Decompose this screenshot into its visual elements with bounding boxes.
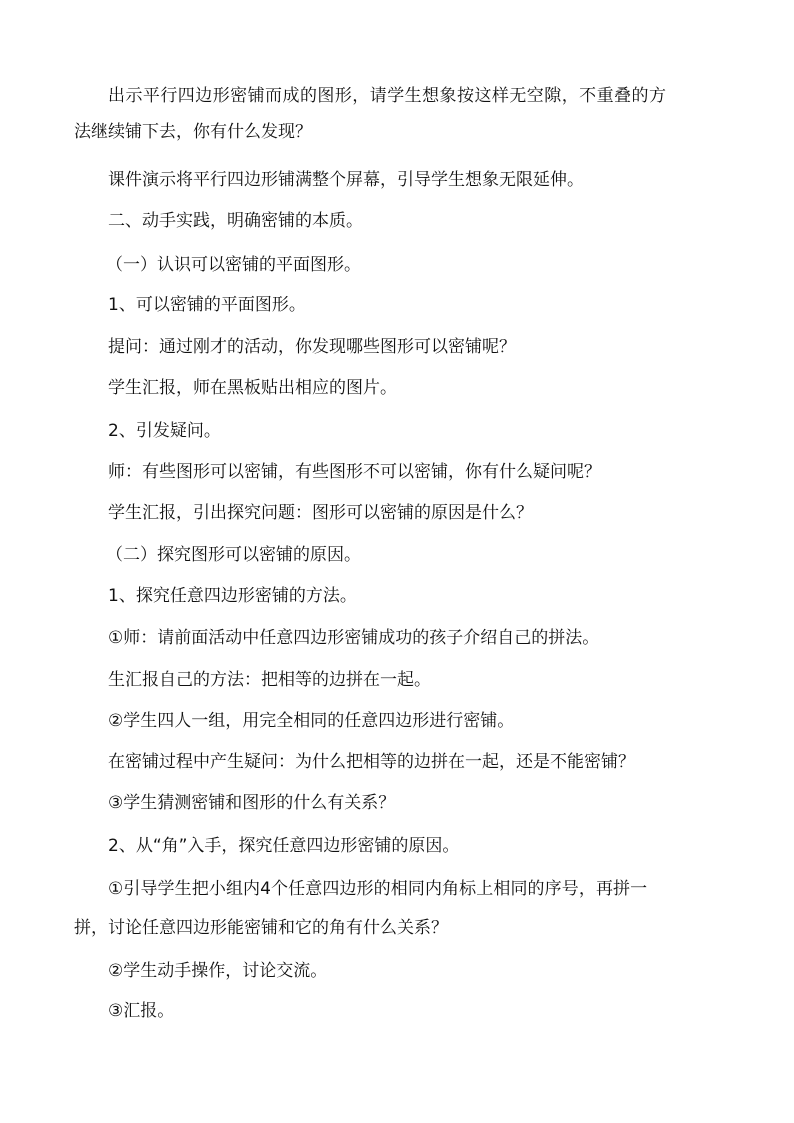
paragraph-line [108,378,397,398]
paragraph-text: ③汇报。 [108,1001,175,1021]
paragraph-line [108,586,357,606]
paragraph-text: ③学生猜测密铺和图形的什么有关系？ [108,793,396,813]
paragraph-line [108,170,584,190]
paragraph-text: 提问：通过刚才的活动，你发现哪些图形可以密铺呢？ [108,337,516,357]
subsection-heading [106,545,361,565]
paragraph-line [108,628,599,648]
paragraph-text: 出示平行四边形密铺而成的图形，请学生想象按这样无空隙，不重叠的方 [108,86,667,106]
paragraph-line [108,1001,174,1021]
paragraph-line [108,752,635,772]
paragraph-line [108,836,459,856]
paragraph-text: 课件演示将平行四边形铺满整个屏幕，引导学生想象无限延伸。 [108,170,584,190]
paragraph-line [108,961,327,981]
subsection-heading [106,255,361,275]
paragraph-text: 师：有些图形可以密铺，有些图形不可以密铺，你有什么疑问呢？ [108,462,601,482]
paragraph-line [108,503,533,523]
paragraph-text: ①师：请前面活动中任意四边形密铺成功的孩子介绍自己的拼法。 [108,628,600,648]
paragraph-text: 拼，讨论任意四边形能密铺和它的角有什么关系？ [74,918,448,938]
paragraph-text: 1、可以密铺的平面图形。 [108,295,306,315]
paragraph-line [108,879,647,899]
paragraph-line [108,711,514,731]
section-heading [108,211,363,231]
paragraph-line [74,122,312,142]
paragraph-line [108,337,516,357]
paragraph-text: ①引导学生把小组内4个任意四边形的相同内角标上相同的序号，再拼一 [108,879,648,899]
paragraph-line [108,462,601,482]
paragraph-line [108,295,306,315]
section-heading-text: 二、动手实践，明确密铺的本质。 [108,211,363,231]
paragraph-text: ②学生四人一组，用完全相同的任意四边形进行密铺。 [108,711,515,731]
paragraph-text: 学生汇报，引出探究问题：图形可以密铺的原因是什么？ [108,503,533,523]
paragraph-line [108,793,395,813]
paragraph-text: 学生汇报，师在黑板贴出相应的图片。 [108,378,397,398]
paragraph-line [74,918,448,938]
paragraph-line [108,421,221,441]
paragraph-line [108,86,666,106]
paragraph-text: 2、引发疑问。 [108,421,221,441]
paragraph-text: 1、探究任意四边形密铺的方法。 [108,586,357,606]
paragraph-text: 2、从“角”入手，探究任意四边形密铺的原因。 [108,836,460,856]
subsection-heading-text: （一）认识可以密铺的平面图形。 [106,255,361,275]
paragraph-text: ②学生动手操作，讨论交流。 [108,961,328,981]
subsection-heading-text: （二）探究图形可以密铺的原因。 [106,545,361,565]
paragraph-text: 法继续铺下去，你有什么发现？ [74,122,312,142]
paragraph-text: 在密铺过程中产生疑问：为什么把相等的边拼在一起，还是不能密铺？ [108,752,635,772]
paragraph-line [108,670,431,690]
paragraph-text: 生汇报自己的方法：把相等的边拼在一起。 [108,670,431,690]
